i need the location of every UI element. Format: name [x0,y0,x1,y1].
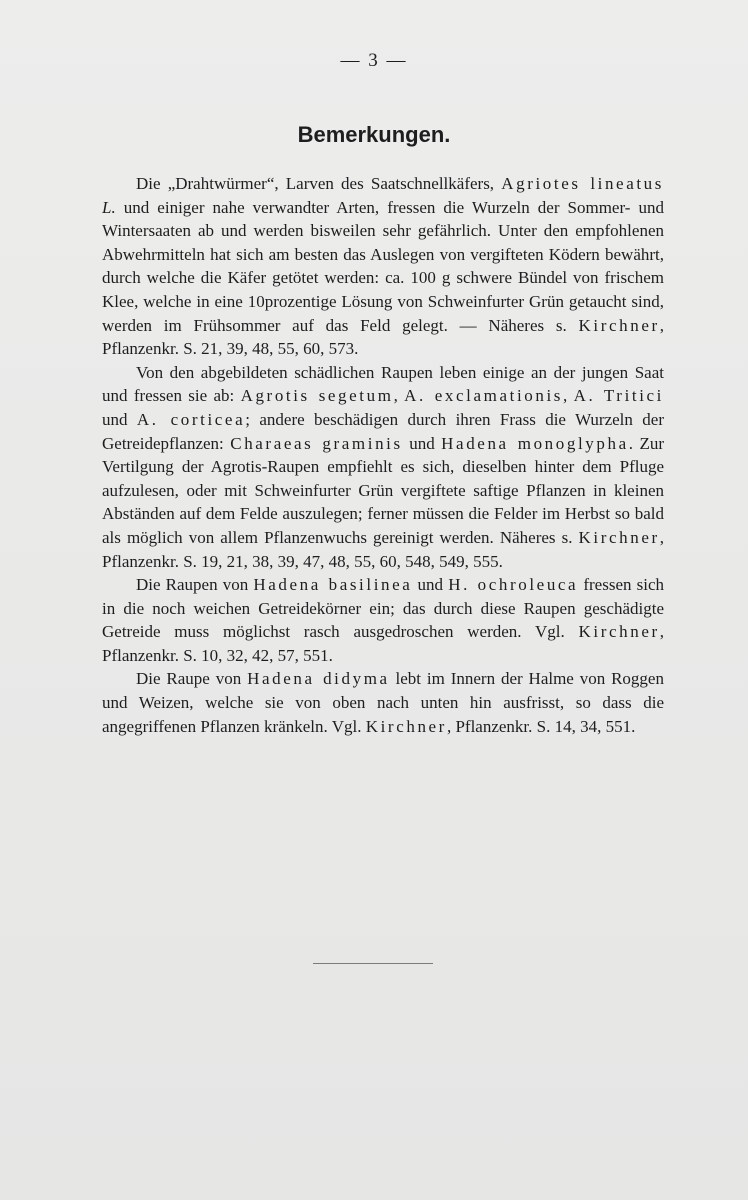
text-segment: Die Raupe von [136,669,248,689]
spaced-name: Kirchner [578,315,660,335]
spaced-name: Agriotes lineatus [501,174,664,193]
text-segment: Die „Drahtwürmer“, Larven des Saatschnellkäfers, [136,174,502,193]
spaced-name: A. exclamationis [404,386,563,406]
paragraph [102,172,664,361]
spaced-name: Hadena monoglypha [441,433,629,453]
text-segment: . Zur Vertilgung der Agrotis-Raupen empfiehlt es sich, dieselben hinter dem Pfluge aufzulesen, oder mit Schweinfurter Grün vergiftete saftige Pflanzen in kleinen Abständen auf dem Felde auszulegen; ferner müssen die Felder im Herbst so bald als möglich von allem Pflanzenwuchs gereinigt werden. Näheres s. [102,433,665,547]
paragraph [102,361,664,573]
text-segment: fressen sich in die noch weichen Getreidekörner ein; das durch diese Raupen geschädigte Getreide muss möglichst rasch ausgedroschen werden. Vgl. [102,575,665,642]
text-segment: und [102,409,137,429]
text-segment: , Pflanzenkr. S. 21, 39, 48, 55, 60, 573. [102,315,664,359]
text-segment: Von den abgebildeten schädlichen Raupen leben einige an der jungen Saat und fressen sie ab: [102,362,664,406]
text-segment: , Pflanzenkr. S. 14, 34, 551. [446,716,636,736]
text-segment: Die Raupen von [136,575,254,595]
text-segment: , Pflanzenkr. S. 19, 21, 38, 39, 47, 48, 55, 60, 548, 549, 555. [102,527,664,571]
spaced-name: Charaeas graminis [230,433,403,453]
spaced-name: Kirchner [578,622,660,642]
spaced-name: Hadena didyma [247,669,390,689]
paragraph [102,573,664,667]
paragraph [102,667,664,738]
body-text [102,172,664,738]
spaced-name: H. ochroleuca [448,575,579,595]
text-segment: , [393,386,405,406]
spaced-name: Hadena basilinea [253,575,413,595]
page-heading: Bemerkungen. [297,122,451,147]
spaced-name: Agrotis segetum [240,386,394,406]
spaced-name: A. corticea [136,409,246,429]
text-segment: und einiger nahe verwandter Arten, fressen die Wurzeln der Sommer- und Wintersaaten ab und werden bisweilen sehr gefährlich. Unter den empfohlenen Abwehrmitteln hat sich am besten das Auslegen von vergifteten Ködern bewährt, durch welche die Käfer getötet werden: ca. 100 g schwere Bündel von frischem Klee, welche in eine 10prozentige Lösung von Schweinfurter Grün getaucht sind, werden im Frühsommer auf das Feld gelegt. — Näheres s. [102,197,664,335]
text-segment: und [402,433,442,453]
page-number: — 3 — [340,50,408,71]
text-segment: und [412,575,449,595]
spaced-name: Kirchner [365,716,447,736]
text-segment: , Pflanzenkr. S. 10, 32, 42, 57, 551. [102,622,664,665]
text-segment: ; andere beschädigen durch ihren Frass die Wurzeln der Getreidepflanzen: [102,409,665,453]
text-segment: lebt im Innern der Halme von Roggen und Weizen, welche sie von oben nach unten hin ausfrisst, so dass die angegriffenen Pflanzen kränkeln. Vgl. [102,669,664,736]
section-divider [313,963,433,964]
text-segment: , [563,386,574,406]
spaced-name: Kirchner [578,527,660,547]
spaced-name: A. Tritici [573,386,665,406]
italic-text: L. [102,197,116,217]
